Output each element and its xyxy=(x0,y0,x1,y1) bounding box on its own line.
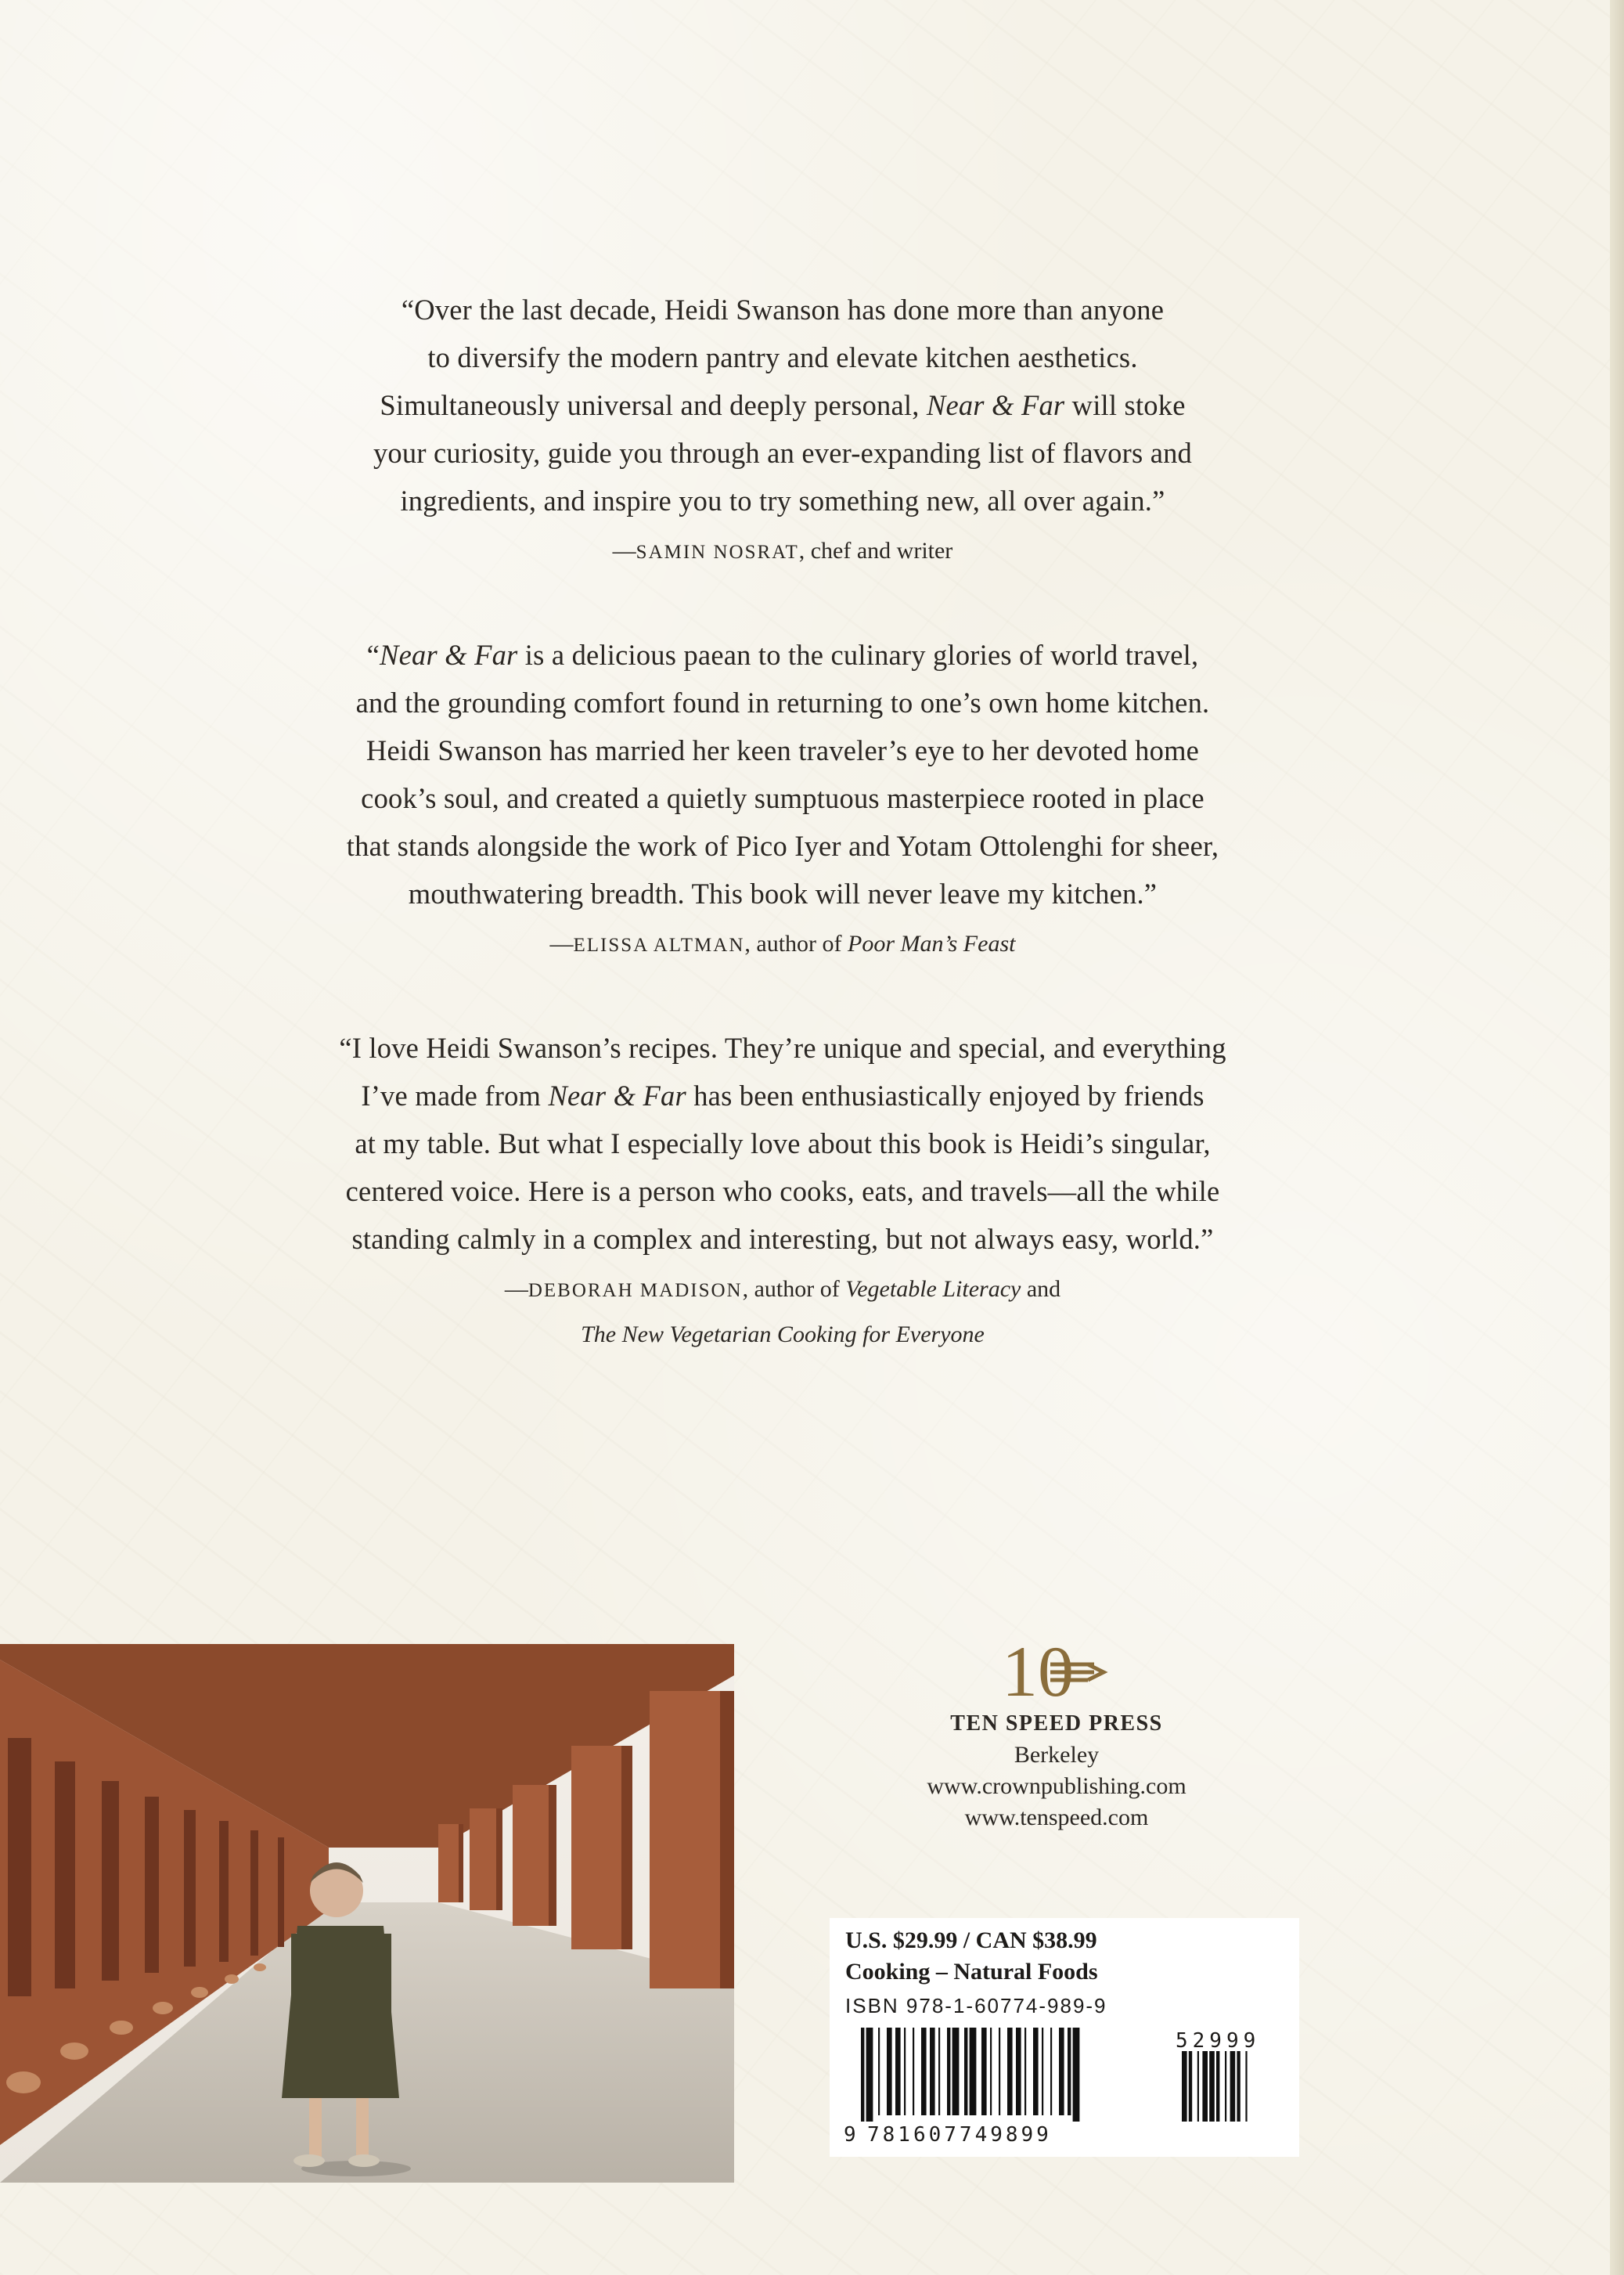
blurb-quote xyxy=(227,631,1338,968)
attribution-name: ELISSA ALTMAN xyxy=(573,935,745,956)
barcode-bar xyxy=(887,2028,892,2115)
attribution-name: SAMIN NOSRAT xyxy=(636,542,799,563)
barcode-bar xyxy=(1024,2028,1026,2115)
text-run: ingredients, and inspire you to try something new, all over again.” xyxy=(400,485,1165,517)
barcode-addon-bar xyxy=(1182,2051,1187,2122)
text-run: , author of xyxy=(744,931,848,957)
text-run: centered voice. Here is a person who cooks, eats, and travels—all the while xyxy=(345,1175,1220,1207)
barcode-bar xyxy=(866,2028,873,2122)
barcode-bar xyxy=(999,2028,1000,2115)
publisher-url-crown: www.crownpublishing.com xyxy=(927,1773,1186,1799)
blurb-quote xyxy=(227,286,1338,575)
barcode-bar xyxy=(964,2028,967,2115)
barcode-bar xyxy=(878,2028,880,2115)
barcode-bar xyxy=(895,2028,901,2115)
barcode-bar xyxy=(861,2028,864,2122)
text-run: — xyxy=(612,538,636,564)
attribution-name: DEBORAH MADISON xyxy=(528,1280,743,1301)
blurb-quote xyxy=(227,1024,1338,1357)
text-run: “Over the last decade, Heidi Swanson has done more than anyone xyxy=(401,294,1165,326)
italic-title: Vegetable Literacy xyxy=(845,1276,1021,1302)
barcode-bar xyxy=(1073,2028,1080,2122)
barcode-addon-bar xyxy=(1245,2051,1247,2122)
quote-line xyxy=(227,679,1338,726)
quote-line xyxy=(227,870,1338,918)
italic-title: Near & Far xyxy=(380,639,518,671)
text-run: “I love Heidi Swanson’s recipes. They’re unique and special, and everything xyxy=(339,1032,1226,1064)
quote-attribution xyxy=(227,922,1338,968)
text-run: — xyxy=(504,1276,528,1302)
italic-title: Near & Far xyxy=(548,1080,686,1112)
barcode-label xyxy=(830,1918,1299,2157)
barcode-digits: 781607749899 xyxy=(867,2123,1052,2147)
text-run: standing calmly in a complex and interesting, but not always easy, world.” xyxy=(351,1223,1214,1255)
text-run: has been enthusiastically enjoyed by friends xyxy=(686,1080,1204,1112)
text-run: and the grounding comfort found in returning to one’s own home kitchen. xyxy=(355,687,1210,719)
text-run: is a delicious paean to the culinary glories of world travel, xyxy=(517,639,1199,671)
barcode-bar xyxy=(1068,2028,1071,2115)
barcode-bar xyxy=(947,2028,950,2115)
ten-speed-press-logo-icon xyxy=(994,1635,1119,1705)
publisher-name: TEN SPEED PRESS xyxy=(950,1711,1163,1736)
text-run: , author of xyxy=(742,1276,846,1302)
barcode-bar xyxy=(981,2028,987,2115)
publisher-city: Berkeley xyxy=(1014,1742,1100,1768)
barcode-addon-bar xyxy=(1216,2051,1219,2122)
text-run: at my table. But what I especially love about this book is Heidi’s singular, xyxy=(355,1127,1211,1159)
barcode-bar xyxy=(952,2028,960,2115)
barcode-bar xyxy=(930,2028,935,2115)
text-run: mouthwatering breadth. This book will never leave my kitchen.” xyxy=(408,878,1158,910)
quote-line xyxy=(227,1119,1338,1167)
quote-attribution xyxy=(227,1313,1338,1357)
text-run: “ xyxy=(366,639,380,671)
barcode-bar xyxy=(1059,2028,1064,2115)
barcode-addon-bar xyxy=(1197,2051,1199,2122)
barcode-addon-bar xyxy=(1230,2051,1236,2122)
category-text: Cooking – Natural Foods xyxy=(845,1959,1098,1985)
quote-line xyxy=(227,286,1338,333)
blurb-spacer xyxy=(227,575,1338,631)
quote-attribution xyxy=(227,529,1338,575)
price-text: U.S. $29.99 / CAN $38.99 xyxy=(845,1927,1097,1953)
quote-line xyxy=(227,774,1338,822)
author-photo xyxy=(0,1644,734,2183)
text-run: I’ve made from xyxy=(361,1080,549,1112)
blurbs-section xyxy=(227,286,1338,1357)
quote-line xyxy=(227,1167,1338,1215)
text-run: , chef and writer xyxy=(798,538,953,564)
text-run: that stands alongside the work of Pico Iyer and Yotam Ottolenghi for sheer, xyxy=(346,830,1219,862)
isbn-text: ISBN 978-1-60774-989-9 xyxy=(845,1994,1107,2017)
barcode-bar xyxy=(1050,2028,1052,2115)
blurb-spacer xyxy=(227,968,1338,1024)
text-run: and xyxy=(1021,1276,1061,1302)
barcode-addon-bar xyxy=(1189,2051,1192,2122)
barcode-bar xyxy=(1007,2028,1013,2115)
barcode-addon-bar xyxy=(1237,2051,1240,2122)
quote-attribution xyxy=(227,1267,1338,1313)
barcode-bar xyxy=(1033,2028,1039,2115)
text-run: cook’s soul, and created a quietly sumptuous masterpiece rooted in place xyxy=(361,782,1204,814)
barcode-addon-digits: 52999 xyxy=(1176,2029,1261,2053)
quote-line xyxy=(227,429,1338,477)
quote-line xyxy=(227,1215,1338,1263)
barcode-bar xyxy=(913,2028,914,2115)
barcode-bar xyxy=(1042,2028,1043,2115)
barcode-bar xyxy=(970,2028,977,2115)
publisher-url-tenspeed: www.tenspeed.com xyxy=(964,1804,1149,1830)
italic-title: The New Vegetarian Cooking for Everyone xyxy=(581,1321,985,1347)
text-run: will stoke xyxy=(1064,389,1186,421)
barcode-addon-bar xyxy=(1209,2051,1215,2122)
quote-line xyxy=(227,631,1338,679)
text-run: Simultaneously universal and deeply personal, xyxy=(380,389,927,421)
logo-numeral: 10 xyxy=(1002,1635,1074,1705)
text-run: Heidi Swanson has married her keen traveler’s eye to her devoted home xyxy=(365,734,1200,766)
barcode-bar xyxy=(938,2028,940,2115)
quote-line xyxy=(227,822,1338,870)
publisher-block xyxy=(884,1635,1229,1833)
italic-title: Near & Far xyxy=(926,389,1065,421)
text-run: — xyxy=(549,931,574,957)
quote-line xyxy=(227,1072,1338,1119)
text-run: your curiosity, guide you through an ever-expanding list of flavors and xyxy=(373,437,1193,469)
cover-edge xyxy=(1610,0,1624,2275)
italic-title: Poor Man’s Feast xyxy=(848,931,1016,957)
barcode-addon-bar xyxy=(1225,2051,1226,2122)
quote-line xyxy=(227,477,1338,525)
barcode-bar xyxy=(921,2028,927,2115)
barcode-bar xyxy=(904,2028,906,2115)
quote-line xyxy=(227,381,1338,429)
text-run: to diversify the modern pantry and elevate kitchen aesthetics. xyxy=(427,341,1138,373)
barcode-bar xyxy=(990,2028,992,2115)
quote-line xyxy=(227,333,1338,381)
barcode-addon-bar xyxy=(1202,2051,1208,2122)
photo-woman-in-colonnade-icon xyxy=(0,1644,734,2183)
quote-line xyxy=(227,726,1338,774)
quote-line xyxy=(227,1024,1338,1072)
barcode-bar xyxy=(1016,2028,1021,2115)
barcode-lead-digit: 9 xyxy=(844,2123,856,2147)
